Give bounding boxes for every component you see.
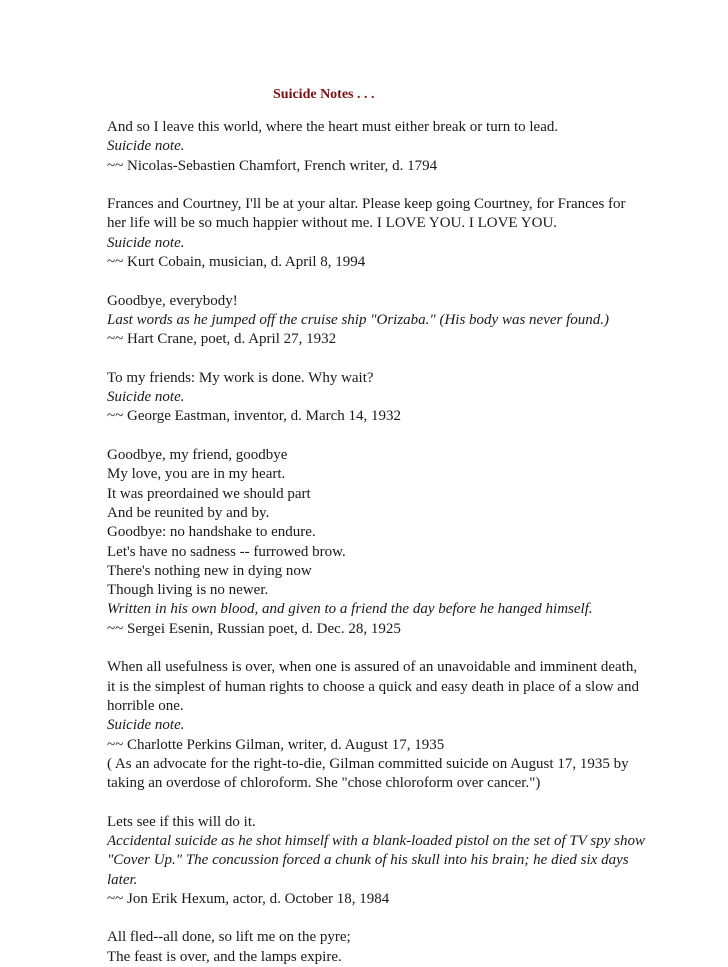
quote-entry xyxy=(107,928,707,967)
attribution: ~~ George Eastman, inventor, d. March 14, 1932 xyxy=(107,408,402,425)
attribution: ~~ Jon Erik Hexum, actor, d. October 18, 1984 xyxy=(107,890,390,907)
paragraph-gap xyxy=(107,272,707,291)
poem-line: Goodbye: no handshake to endure. xyxy=(107,524,316,541)
poem-line: My love, you are in my heart. xyxy=(107,466,286,483)
quote-line: Goodbye, everybody! xyxy=(107,292,238,309)
paragraph-gap xyxy=(107,427,707,446)
quote-entry xyxy=(107,292,707,350)
page-title: Suicide Notes . . . xyxy=(273,87,375,102)
paragraph-gap xyxy=(107,793,707,812)
context-line: Accidental suicide as he shot himself with a blank-loaded pistol on the set of TV spy show xyxy=(107,832,646,849)
attribution: ~~ Sergei Esenin, Russian poet, d. Dec. 28, 1925 xyxy=(107,620,401,637)
quote-entry xyxy=(107,658,707,793)
quote-entry xyxy=(107,369,707,427)
attribution: ~~ Hart Crane, poet, d. April 27, 1932 xyxy=(107,331,337,348)
note-line: taking an overdose of chloroform. She "chose chloroform over cancer.") xyxy=(107,775,541,792)
attribution: ~~ Charlotte Perkins Gilman, writer, d. August 17, 1935 xyxy=(107,736,445,753)
quote-entry xyxy=(107,446,707,639)
poem-line: Goodbye, my friend, goodbye xyxy=(107,447,288,464)
context-line: Suicide note. xyxy=(107,717,185,734)
quote-line: To my friends: My work is done. Why wait? xyxy=(107,369,374,386)
attribution: ~~ Nicolas-Sebastien Chamfort, French writer, d. 1794 xyxy=(107,157,438,174)
poem-line: There's nothing new in dying now xyxy=(107,562,312,579)
quote-line: Frances and Courtney, I'll be at your altar. Please keep going Courtney, for Frances for xyxy=(107,196,626,213)
context-line: Suicide note. xyxy=(107,389,185,406)
quote-line: her life will be so much happier without me. I LOVE YOU. I LOVE YOU. xyxy=(107,215,558,232)
paragraph-gap xyxy=(107,176,707,195)
paragraph-gap xyxy=(107,639,707,658)
context-line: later. xyxy=(107,871,138,888)
paragraph-gap xyxy=(107,909,707,928)
quote-entry xyxy=(107,813,707,909)
quote-line: horrible one. xyxy=(107,697,184,714)
quote-entry xyxy=(107,195,707,272)
poem-line: And be reunited by and by. xyxy=(107,504,270,521)
poem-line: The feast is over, and the lamps expire. xyxy=(107,948,342,965)
note-line: ( As an advocate for the right-to-die, Gilman committed suicide on August 17, 1935 by xyxy=(107,755,629,772)
context-line: Last words as he jumped off the cruise ship "Orizaba." (His body was never found.) xyxy=(107,311,610,328)
quote-entry xyxy=(107,118,707,176)
context-line: Suicide note. xyxy=(107,138,185,155)
context-line: Suicide note. xyxy=(107,234,185,251)
poem-line: Though living is no newer. xyxy=(107,582,269,599)
poem-line: All fled--all done, so lift me on the pyre; xyxy=(107,929,351,946)
attribution: ~~ Kurt Cobain, musician, d. April 8, 1994 xyxy=(107,254,366,271)
context-line: Written in his own blood, and given to a friend the day before he hanged himself. xyxy=(107,601,593,618)
quote-line: And so I leave this world, where the heart must either break or turn to lead. xyxy=(107,119,559,135)
context-line: "Cover Up." The concussion forced a chunk of his skull into his brain; he died six days xyxy=(107,852,629,869)
quote-line: it is the simplest of human rights to choose a quick and easy death in place of a slow and xyxy=(107,678,639,695)
quote-line: Lets see if this will do it. xyxy=(107,813,256,830)
quote-line: When all usefulness is over, when one is assured of an unavoidable and imminent death, xyxy=(107,659,638,676)
paragraph-gap xyxy=(107,350,707,369)
poem-line: Let's have no sadness -- furrowed brow. xyxy=(107,543,346,560)
document-body xyxy=(107,118,707,967)
poem-line: It was preordained we should part xyxy=(107,485,311,502)
